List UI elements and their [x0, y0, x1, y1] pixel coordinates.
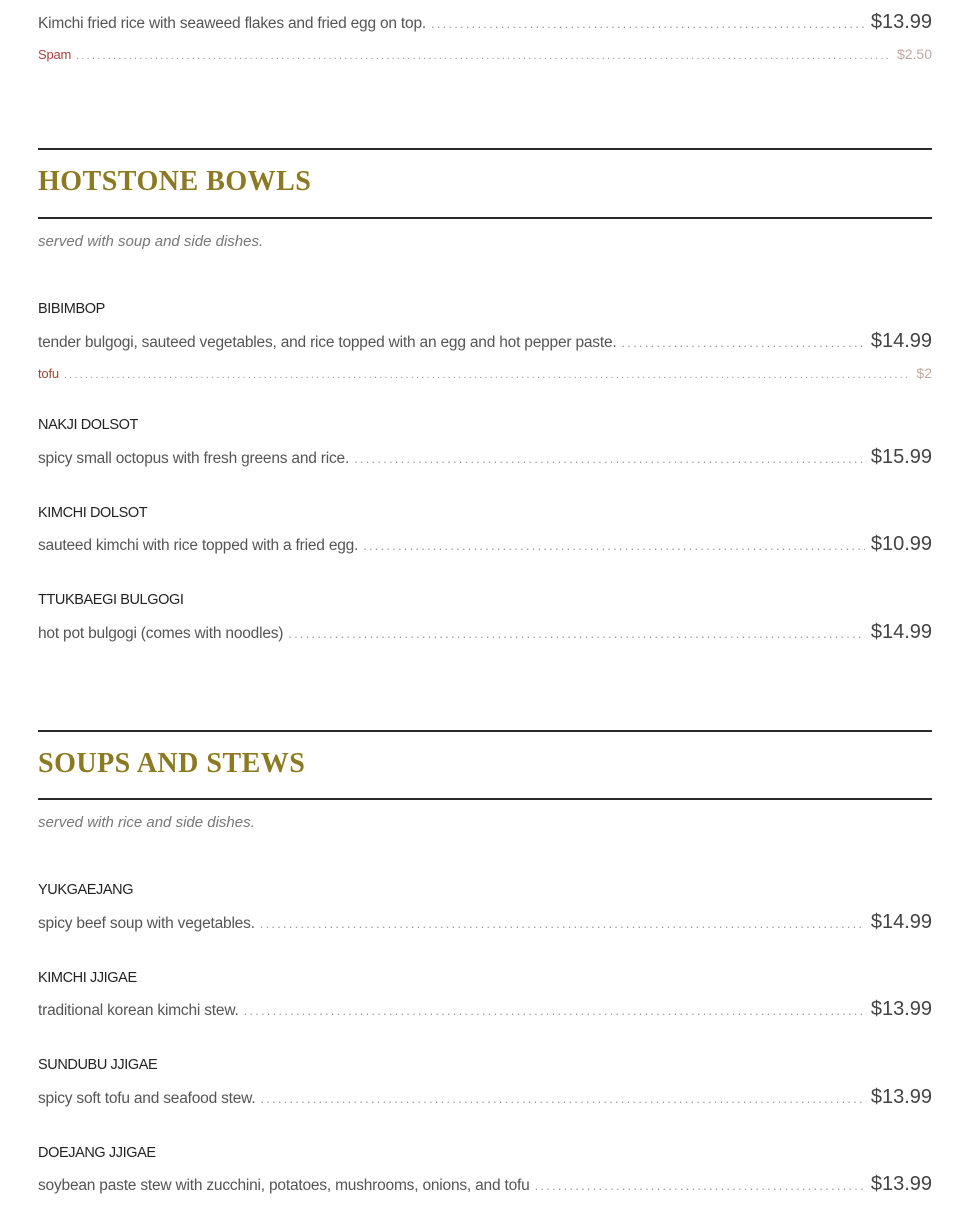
menu-item-name: YUKGAEJANG [38, 882, 134, 898]
dot-leader [354, 451, 865, 466]
menu-item-row [38, 998, 932, 1021]
addon-price: $2 [916, 365, 932, 381]
menu-item-name: KIMCHI JJIGAE [38, 970, 137, 986]
dot-leader [363, 538, 865, 553]
menu-item-row [38, 621, 932, 644]
menu-item-row [38, 446, 932, 469]
dot-leader [260, 1091, 864, 1106]
section-title: SOUPS AND STEWS [38, 748, 306, 779]
menu-item-description: hot pot bulgogi (comes with noodles) [38, 625, 284, 642]
menu-item-description: sauteed kimchi with rice topped with a fried egg. [38, 537, 359, 554]
dot-leader [260, 916, 865, 931]
addon-row [38, 46, 932, 62]
addon-price: $2.50 [896, 46, 932, 62]
addon-label: Spam [38, 47, 72, 62]
menu-item-name: DOEJANG JJIGAE [38, 1145, 156, 1161]
menu-item-description: spicy beef soup with vegetables. [38, 915, 255, 932]
menu-item-row [38, 1086, 932, 1109]
menu-item-name: NAKJI DOLSOT [38, 417, 138, 433]
section-title: HOTSTONE BOWLS [38, 166, 312, 197]
menu-item-description: spicy soft tofu and seafood stew. [38, 1090, 256, 1107]
menu-item-row [38, 1173, 932, 1196]
dot-leader [535, 1178, 865, 1193]
menu-item-name: KIMCHI DOLSOT [38, 505, 148, 521]
dot-leader [288, 626, 865, 641]
menu-item-description: Kimchi fried rice with seaweed flakes and fried egg on top. [38, 15, 426, 32]
section-rule-top [38, 148, 932, 150]
menu-item-row [38, 330, 932, 353]
menu-item-description: traditional korean kimchi stew. [38, 1002, 239, 1019]
section-rule-top [38, 730, 932, 732]
section-note: served with soup and side dishes. [38, 233, 264, 250]
menu-item-description: spicy small octopus with fresh greens and rice. [38, 450, 350, 467]
dot-leader [244, 1003, 865, 1018]
menu-item-price: $14.99 [870, 330, 932, 352]
menu-item-price: $13.99 [870, 1173, 932, 1195]
menu-item-price: $14.99 [870, 911, 932, 933]
menu-item-price: $14.99 [870, 621, 932, 643]
menu-item-price: $13.99 [870, 1086, 932, 1108]
dot-leader [431, 16, 865, 31]
section-note: served with rice and side dishes. [38, 814, 255, 831]
menu-item-price: $15.99 [870, 446, 932, 468]
section-rule-bottom [38, 798, 932, 800]
menu-item-row [38, 533, 932, 556]
menu-item-description: soybean paste stew with zucchini, potatoes, mushrooms, onions, and tofu [38, 1177, 530, 1194]
menu-item-name: SUNDUBU JJIGAE [38, 1057, 158, 1073]
addon-label: tofu [38, 366, 59, 381]
menu-item-price: $13.99 [870, 998, 932, 1020]
dot-leader [76, 50, 891, 62]
menu-item-description: tender bulgogi, sauteed vegetables, and rice topped with an egg and hot pepper paste. [38, 334, 617, 351]
dot-leader [64, 369, 911, 381]
menu-item-row [38, 11, 932, 34]
menu-item-name: BIBIMBOP [38, 301, 105, 317]
menu-item-row [38, 911, 932, 934]
dot-leader [621, 335, 864, 350]
menu-item-name: TTUKBAEGI BULGOGI [38, 592, 184, 608]
section-rule-bottom [38, 217, 932, 219]
addon-row [38, 365, 932, 381]
menu-item-price: $13.99 [870, 11, 932, 33]
menu-item-price: $10.99 [870, 533, 932, 555]
